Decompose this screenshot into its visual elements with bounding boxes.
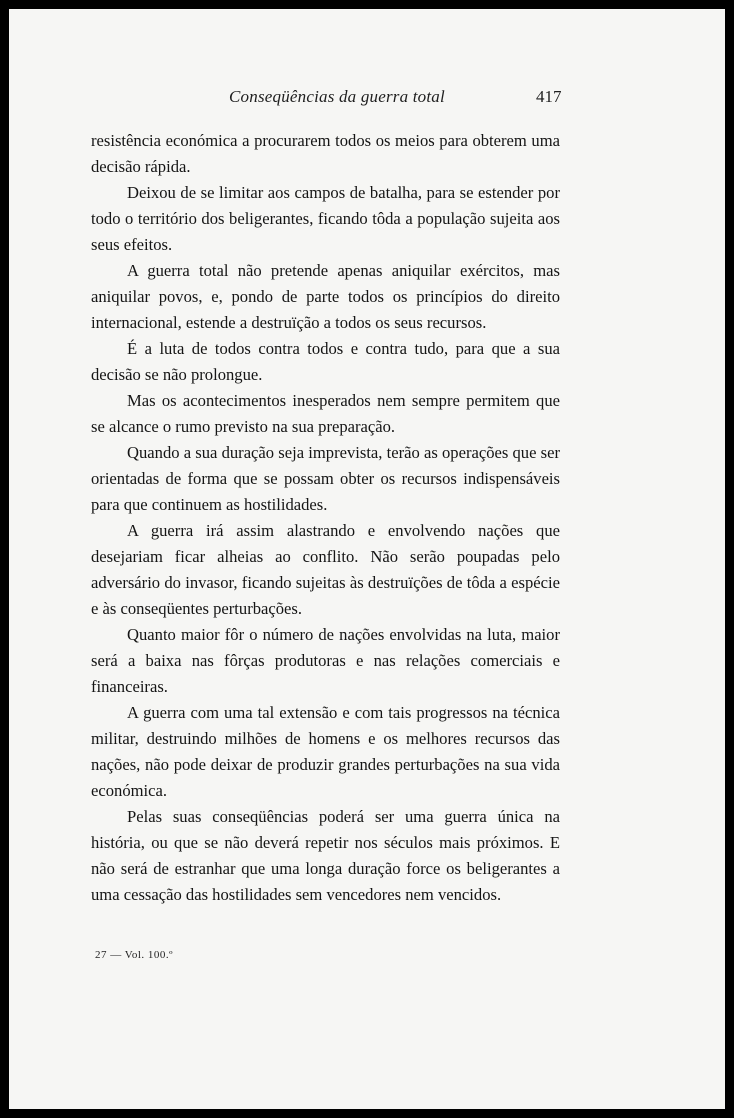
paragraph: Quando a sua duração seja imprevista, terão as operações que ser orientadas de forma que se possam obter os recursos indispensáveis para que continuem as hostilidades. — [91, 443, 560, 514]
body-text — [91, 128, 560, 908]
document-page — [9, 9, 725, 1109]
paragraph: A guerra com uma tal extensão e com tais progressos na técnica militar, destruindo milhões de homens e os melhores recursos das nações, não pode deixar de produzir grandes perturbações na sua vida económica. — [91, 703, 560, 800]
running-header — [9, 87, 725, 117]
paragraph: Quanto maior fôr o número de nações envolvidas na luta, maior será a baixa nas fôrças produtoras e nas relações comerciais e financeiras. — [91, 625, 560, 696]
paragraph: A guerra irá assim alastrando e envolvendo nações que desejariam ficar alheias ao conflito. Não serão poupadas pelo adversário do invasor, ficando sujeitas às destruïções de tôda a espécie e às conseqüentes perturbações. — [91, 521, 560, 618]
paragraph: É a luta de todos contra todos e contra tudo, para que a sua decisão se não prolongue. — [91, 339, 560, 384]
paragraph: resistência económica a procurarem todos os meios para obterem uma decisão rápida. — [91, 131, 560, 176]
header-title: Conseqüências da guerra total — [229, 87, 445, 106]
paragraph: Deixou de se limitar aos campos de batalha, para se estender por todo o território dos beligerantes, ficando tôda a população sujeita aos seus efeitos. — [91, 183, 560, 254]
paragraph: Mas os acontecimentos inesperados nem sempre permitem que se alcance o rumo previsto na sua preparação. — [91, 391, 560, 436]
paragraph: A guerra total não pretende apenas aniquilar exércitos, mas aniquilar povos, e, pondo de parte todos os princípios do direito internacional, estende a destruïção a todos os seus recursos. — [91, 261, 560, 332]
page-number: 417 — [536, 87, 562, 106]
paragraph: Pelas suas conseqüências poderá ser uma guerra única na história, ou que se não deverá repetir nos séculos mais próximos. E não será de estranhar que uma longa duração force os beligerantes a uma cessação das hostilidades sem vencedores nem vencidos. — [91, 807, 560, 904]
printer-signature: 27 — Vol. 100.º — [95, 949, 174, 961]
